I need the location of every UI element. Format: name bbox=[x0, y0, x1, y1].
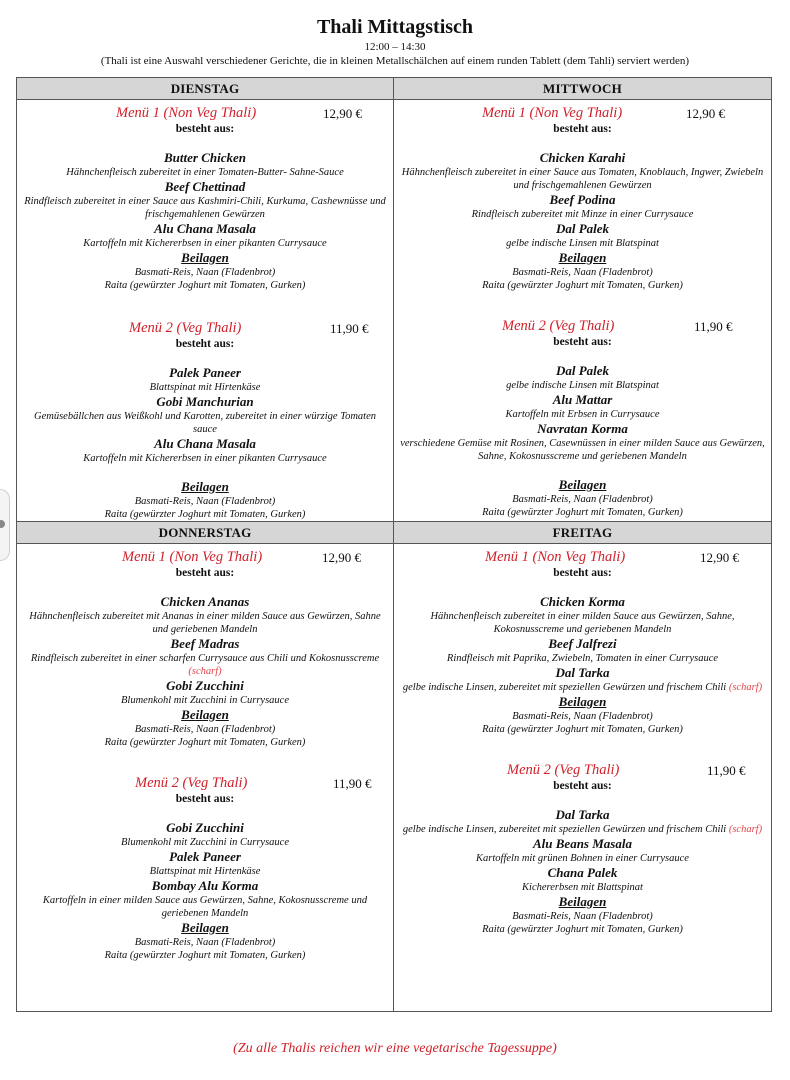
dish-description-text: Blumenkohl mit Zucchini in Currysauce bbox=[121, 695, 289, 706]
dish-list bbox=[17, 365, 393, 465]
sides-title: Beilagen bbox=[181, 479, 229, 494]
dish-description-text: Kartoffeln mit Erbsen in Currysauce bbox=[505, 409, 660, 420]
dish-name: Gobi Zucchini bbox=[166, 678, 244, 693]
sides-title: Beilagen bbox=[558, 894, 607, 909]
dish-description bbox=[394, 379, 771, 392]
dish-description-text: Hähnchenfleisch zubereitet in einer Sauce aus Tomaten, Knoblauch, Ingwer, Zwiebeln und frischgemahlenen Gewürzen bbox=[401, 167, 764, 191]
menu-title: Menü 1 (Non Veg Thali) bbox=[116, 105, 257, 121]
day-cell-donnerstag bbox=[17, 544, 394, 1012]
dish-description bbox=[394, 652, 771, 665]
dish-name: Navratan Korma bbox=[537, 421, 628, 436]
dish-description bbox=[394, 437, 771, 463]
day-cell-dienstag bbox=[17, 100, 394, 522]
dish-description bbox=[394, 237, 771, 250]
dish-description-text: Rindfleisch zubereitet in einer scharfen Currysauce aus Chili und Kokosnusscreme bbox=[30, 653, 380, 664]
dish-description bbox=[17, 410, 393, 436]
consists-of-label: besteht aus: bbox=[175, 567, 235, 579]
day-header-dienstag: DIENSTAG bbox=[17, 78, 394, 100]
dish-list bbox=[394, 363, 771, 463]
page-subtitle: (Thali ist eine Auswahl verschiedener Gerichte, die in kleinen Metallschälchen auf einem runden Tablett (dem Tahli) serviert werden) bbox=[100, 55, 690, 67]
dish-name: Dal Tarka bbox=[555, 807, 610, 822]
sides-section bbox=[17, 250, 393, 292]
menu-block-2 bbox=[394, 318, 771, 519]
dish-name: Beef Podina bbox=[549, 192, 616, 207]
dish-description bbox=[17, 237, 393, 250]
dish-name: Palek Paneer bbox=[169, 849, 241, 864]
side-item: Basmati-Reis, Naan (Fladenbrot) bbox=[512, 911, 653, 922]
side-item: Basmati-Reis, Naan (Fladenbrot) bbox=[134, 496, 276, 507]
dish-description-text: Rindfleisch zubereitet in einer Sauce aus Kashmiri-Chili, Kurkuma, Cashewnüsse und frischgemahlenen Gewürzen bbox=[24, 196, 386, 220]
footer-note: (Zu alle Thalis reichen wir eine vegetarische Tagessuppe) bbox=[233, 1041, 557, 1056]
dish-description bbox=[394, 166, 771, 192]
dish-description bbox=[17, 610, 393, 636]
menu-title: Menü 1 (Non Veg Thali) bbox=[485, 549, 626, 565]
side-item: Basmati-Reis, Naan (Fladenbrot) bbox=[134, 724, 276, 735]
menu-price: 12,90 € bbox=[322, 550, 361, 565]
sides-section bbox=[17, 920, 393, 962]
side-item: Raita (gewürzter Joghurt mit Tomaten, Gurken) bbox=[482, 280, 683, 291]
dish-description bbox=[394, 881, 771, 894]
side-item: Basmati-Reis, Naan (Fladenbrot) bbox=[512, 711, 653, 722]
menu-header bbox=[394, 105, 771, 122]
menu-price: 12,90 € bbox=[686, 106, 725, 121]
day-cell-freitag bbox=[394, 544, 772, 1012]
dish-description-text: Hähnchenfleisch zubereitet in einer Tomaten-Butter- Sahne-Sauce bbox=[66, 167, 344, 178]
dish-name: Beef Chettinad bbox=[164, 179, 246, 194]
sides-section bbox=[394, 477, 771, 519]
dish-list bbox=[17, 150, 393, 250]
menu-price: 11,90 € bbox=[333, 776, 372, 791]
dish-description-text: Rindfleisch mit Paprika, Zwiebeln, Tomaten in einer Currysauce bbox=[446, 653, 719, 664]
dish-list bbox=[394, 807, 771, 894]
dish-description-text: Kartoffeln mit Kichererbsen in einer pikanten Currysauce bbox=[83, 453, 327, 464]
sides-section bbox=[394, 250, 771, 292]
menu-price: 12,90 € bbox=[700, 550, 739, 565]
dish-name: Chicken Ananas bbox=[160, 594, 250, 609]
menu-title: Menü 2 (Veg Thali) bbox=[502, 318, 615, 334]
dish-description-text: Kartoffeln mit Kichererbsen in einer pikanten Currysauce bbox=[83, 238, 327, 249]
menu-block-2 bbox=[17, 775, 393, 962]
dish-name: Palek Paneer bbox=[169, 365, 241, 380]
dish-description bbox=[17, 381, 393, 394]
dish-description bbox=[17, 894, 393, 920]
page-title: Thali Mittagstisch bbox=[316, 16, 474, 38]
sides-title: Beilagen bbox=[181, 707, 229, 722]
menu-header bbox=[17, 775, 393, 792]
sides-section bbox=[394, 694, 771, 736]
menu-block-1 bbox=[17, 549, 393, 759]
dish-name: Gobi Manchurian bbox=[156, 394, 254, 409]
menu-header bbox=[17, 320, 393, 337]
dish-name: Butter Chicken bbox=[164, 150, 246, 165]
scroll-handle[interactable] bbox=[0, 489, 10, 561]
dish-description bbox=[394, 852, 771, 865]
menu-title: Menü 2 (Veg Thali) bbox=[129, 320, 242, 336]
dish-description bbox=[394, 823, 771, 836]
dish-description bbox=[17, 836, 393, 849]
sides-title: Beilagen bbox=[558, 477, 607, 492]
consists-of-label: besteht aus: bbox=[553, 780, 612, 792]
side-item: Basmati-Reis, Naan (Fladenbrot) bbox=[134, 937, 276, 948]
dish-description-text: gelbe indische Linsen, zubereitet mit speziellen Gewürzen und frischem Chili bbox=[402, 682, 727, 693]
dish-description bbox=[394, 681, 771, 694]
spicy-badge: (scharf) bbox=[188, 666, 222, 677]
dish-name: Chicken Korma bbox=[540, 594, 625, 609]
menu-block-1 bbox=[394, 105, 771, 302]
consists-of-label: besteht aus: bbox=[553, 336, 612, 348]
menu-block-2 bbox=[17, 320, 393, 521]
day-header-freitag: FREITAG bbox=[394, 522, 772, 544]
dish-description-text: Rindfleisch zubereitet mit Minze in einer Currysauce bbox=[471, 209, 694, 220]
side-item: Basmati-Reis, Naan (Fladenbrot) bbox=[134, 267, 276, 278]
dish-description-text: Gemüsebällchen aus Weißkohl und Karotten, zubereitet in einer würzige Tomaten sauce bbox=[34, 411, 376, 435]
sides-title: Beilagen bbox=[558, 694, 607, 709]
side-item: Raita (gewürzter Joghurt mit Tomaten, Gurken) bbox=[482, 924, 683, 935]
sides-title: Beilagen bbox=[181, 250, 229, 265]
sides-title: Beilagen bbox=[558, 250, 607, 265]
dish-description-text: Hähnchenfleisch zubereitet in einer milden Sauce aus Gewürzen, Sahne, Kokosnusscreme und geriebenen Mandeln bbox=[430, 611, 735, 635]
dish-description-text: Hähnchenfleisch zubereitet mit Ananas in einer milden Sauce aus Gewürzen, Sahne und geriebenen Mandeln bbox=[29, 611, 381, 635]
dish-name: Dal Tarka bbox=[555, 665, 610, 680]
menu-title: Menü 1 (Non Veg Thali) bbox=[122, 549, 263, 565]
dish-description-text: Kartoffeln in einer milden Sauce aus Gewürzen, Sahne, Kokosnusscreme und geriebenen Mandeln bbox=[42, 895, 368, 919]
consists-of-label: besteht aus: bbox=[553, 567, 612, 579]
dish-description bbox=[17, 195, 393, 221]
dish-description-text: Blumenkohl mit Zucchini in Currysauce bbox=[121, 837, 289, 848]
dish-name: Bombay Alu Korma bbox=[151, 878, 259, 893]
dish-list bbox=[17, 594, 393, 707]
consists-of-label: besteht aus: bbox=[175, 793, 235, 805]
dish-name: Beef Jalfrezi bbox=[548, 636, 617, 651]
spicy-badge: (scharf) bbox=[728, 824, 763, 835]
menu-header bbox=[17, 549, 393, 566]
dish-description bbox=[394, 208, 771, 221]
dish-description-text: Kartoffeln mit grünen Bohnen in einer Currysauce bbox=[476, 853, 689, 864]
dish-description-text: Blattspinat mit Hirtenkäse bbox=[149, 866, 261, 877]
menu-title: Menü 2 (Veg Thali) bbox=[507, 762, 620, 778]
dish-description-text: gelbe indische Linsen mit Blatspinat bbox=[506, 238, 659, 249]
menu-header bbox=[394, 318, 771, 335]
opening-hours: 12:00 – 14:30 bbox=[364, 41, 426, 53]
dish-description bbox=[17, 652, 393, 678]
dish-description-text: Blattspinat mit Hirtenkäse bbox=[149, 382, 261, 393]
menu-price: 11,90 € bbox=[330, 321, 369, 336]
day-header-donnerstag: DONNERSTAG bbox=[17, 522, 394, 544]
spicy-badge: (scharf) bbox=[728, 682, 763, 693]
dish-description bbox=[17, 694, 393, 707]
menu-block-1 bbox=[394, 549, 771, 746]
menu-header bbox=[394, 549, 771, 566]
menu-table bbox=[16, 77, 772, 1012]
dish-description bbox=[17, 166, 393, 179]
day-cell-mittwoch bbox=[394, 100, 772, 522]
menu-header bbox=[17, 105, 393, 122]
menu-title: Menü 2 (Veg Thali) bbox=[135, 775, 248, 791]
dish-name: Dal Palek bbox=[555, 363, 610, 378]
dish-description bbox=[17, 452, 393, 465]
consists-of-label: besteht aus: bbox=[553, 123, 612, 135]
day-header-mittwoch: MITTWOCH bbox=[394, 78, 772, 100]
menu-title: Menü 1 (Non Veg Thali) bbox=[482, 105, 623, 121]
sides-section bbox=[394, 894, 771, 936]
dish-name: Beef Madras bbox=[170, 636, 240, 651]
dish-name: Alu Mattar bbox=[552, 392, 613, 407]
dish-name: Alu Beans Masala bbox=[533, 836, 632, 851]
dish-name: Alu Chana Masala bbox=[154, 436, 256, 451]
side-item: Raita (gewürzter Joghurt mit Tomaten, Gurken) bbox=[104, 509, 306, 520]
menu-block-1 bbox=[17, 105, 393, 304]
dish-description-text: gelbe indische Linsen, zubereitet mit speziellen Gewürzen und frischem Chili bbox=[402, 824, 727, 835]
dish-description-text: gelbe indische Linsen mit Blatspinat bbox=[506, 380, 659, 391]
dish-name: Gobi Zucchini bbox=[166, 820, 244, 835]
side-item: Raita (gewürzter Joghurt mit Tomaten, Gurken) bbox=[482, 724, 683, 735]
menu-price: 11,90 € bbox=[707, 763, 746, 778]
menu-price: 12,90 € bbox=[323, 106, 362, 121]
dish-description bbox=[394, 610, 771, 636]
dish-name: Chana Palek bbox=[547, 865, 618, 880]
sides-section bbox=[17, 479, 393, 521]
dish-description bbox=[394, 408, 771, 421]
side-item: Raita (gewürzter Joghurt mit Tomaten, Gurken) bbox=[482, 507, 683, 518]
side-item: Raita (gewürzter Joghurt mit Tomaten, Gurken) bbox=[104, 737, 306, 748]
dish-name: Dal Palek bbox=[555, 221, 610, 236]
menu-header bbox=[394, 762, 771, 779]
side-item: Raita (gewürzter Joghurt mit Tomaten, Gurken) bbox=[104, 950, 306, 961]
dish-description-text: Kichererbsen mit Blattspinat bbox=[522, 882, 643, 893]
dish-list bbox=[394, 594, 771, 694]
dish-description bbox=[17, 865, 393, 878]
dish-name: Chicken Karahi bbox=[539, 150, 626, 165]
side-item: Raita (gewürzter Joghurt mit Tomaten, Gurken) bbox=[104, 280, 306, 291]
handle-dot-icon bbox=[0, 520, 5, 528]
dish-list bbox=[17, 820, 393, 920]
consists-of-label: besteht aus: bbox=[175, 123, 235, 135]
dish-name: Alu Chana Masala bbox=[154, 221, 256, 236]
consists-of-label: besteht aus: bbox=[175, 338, 235, 350]
side-item: Basmati-Reis, Naan (Fladenbrot) bbox=[512, 494, 653, 505]
dish-description-text: verschiedene Gemüse mit Rosinen, Casewnüssen in einer milden Sauce aus Gewürzen, Sahne, Kokosnusscreme und geriebenen Mandeln bbox=[400, 438, 765, 462]
dish-list bbox=[394, 150, 771, 250]
menu-price: 11,90 € bbox=[694, 319, 733, 334]
sides-section bbox=[17, 707, 393, 749]
menu-block-2 bbox=[394, 762, 771, 936]
sides-title: Beilagen bbox=[181, 920, 229, 935]
side-item: Basmati-Reis, Naan (Fladenbrot) bbox=[512, 267, 653, 278]
